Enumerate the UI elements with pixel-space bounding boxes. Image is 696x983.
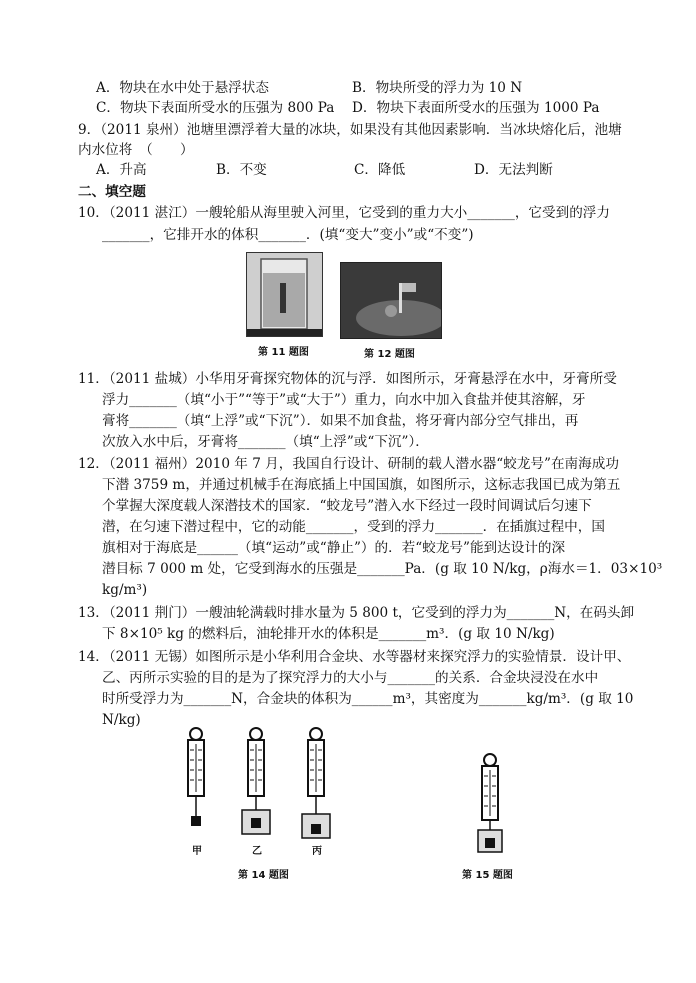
q10-line-1: 10．（2011 湛江）一艘轮船从海里驶入河里，它受到的重力大小_______，它受到的浮力 — [78, 205, 610, 221]
q12-line-1: 12．（2011 福州）2010 年 7 月，我国自行设计、研制的载人潜水器“蛟龙号”在南海成功 — [78, 456, 619, 472]
q9-option-a: A．升高 — [96, 162, 147, 178]
q12-line-3: 个掌握大深度载人深潜技术的国家．“蛟龙号”潜入水下经过一段时间调试后匀速下 — [102, 498, 592, 514]
figure-12-photo — [340, 262, 442, 339]
q14-line-3: 时所受浮力为_______N，合金块的体积为______m³，其密度为_______kg/m³．(g 取 10 — [102, 691, 634, 707]
q12-line-7: kg/m³) — [102, 582, 148, 598]
figure-15-spring-scale — [470, 752, 510, 856]
q8-option-c: C．物块下表面所受水的压强为 800 Pa — [96, 100, 335, 116]
q12-line-2: 下潜 3759 m，并通过机械手在海底插上中国国旗，如图所示，这标志我国已成为第五 — [102, 477, 621, 493]
q12-line-6: 潜目标 7 000 m 处，它受到海水的压强是_______Pa．(g 取 10 N/kg，ρ海水＝1．03×10³ — [102, 561, 663, 577]
section-heading-fill-blank: 二、填空题 — [78, 184, 146, 200]
q11-line-3: 膏将_______（填“上浮”或“下沉”）．如果不加食盐，将牙膏内部分空气排出，再 — [102, 413, 579, 429]
q14-line-4: N/kg) — [102, 712, 141, 728]
q8-option-a: A．物块在水中处于悬浮状态 — [96, 80, 269, 96]
q12-line-5: 旗相对于海底是______（填“运动”或“静止”）的．若“蛟龙号”能到达设计的深 — [102, 540, 566, 556]
figure-14-label-jia: 甲 — [192, 846, 202, 857]
figure-15-caption: 第 15 题图 — [462, 870, 513, 881]
figure-14-spring-scales — [176, 724, 346, 854]
q14-line-1: 14．（2011 无锡）如图所示是小华利用合金块、水等器材来探究浮力的实验情景．设计甲、 — [78, 649, 631, 665]
q12-line-4: 潜，在匀速下潜过程中，它的动能_______，受到的浮力_______．在插旗过程中，国 — [102, 519, 605, 535]
q8-option-d: D．物块下表面所受水的压强为 1000 Pa — [352, 100, 600, 116]
q11-line-1: 11．（2011 盐城）小华用牙膏探究物体的沉与浮．如图所示，牙膏悬浮在水中，牙膏所受 — [78, 371, 617, 387]
figure-14-label-bing: 丙 — [312, 846, 322, 857]
q11-line-4: 次放入水中后，牙膏将_______（填“上浮”或“下沉”）． — [102, 434, 429, 450]
q9-option-c: C．降低 — [354, 162, 406, 178]
q11-line-2: 浮力_______（填“小于”“等于”或“大于”）重力，向水中加入食盐并使其溶解，牙 — [102, 392, 586, 408]
q13-line-1: 13．（2011 荆门）一艘油轮满载时排水量为 5 800 t，它受到的浮力为_______N，在码头卸 — [78, 605, 635, 621]
figure-11-caption: 第 11 题图 — [258, 347, 309, 358]
q14-line-2: 乙、丙所示实验的目的是为了探究浮力的大小与_______的关系．合金块浸没在水中 — [102, 670, 599, 686]
figure-12-caption: 第 12 题图 — [364, 349, 415, 360]
q13-line-2: 下 8×10⁵ kg 的燃料后，油轮排开水的体积是_______m³．(g 取 10 N/kg) — [102, 626, 555, 642]
q8-option-b: B．物块所受的浮力为 10 N — [352, 80, 523, 96]
q10-line-2: _______，它排开水的体积_______．(填“变大”变小”或“不变”) — [102, 227, 474, 243]
q9-line-2: 内水位将 （ ） — [78, 142, 194, 158]
q9-option-b: B．不变 — [216, 162, 267, 178]
figure-14-caption: 第 14 题图 — [238, 870, 289, 881]
figure-11-photo — [246, 252, 323, 337]
figure-14-label-yi: 乙 — [252, 846, 262, 857]
q9-line-1: 9．（2011 泉州）池塘里漂浮着大量的冰块，如果没有其他因素影响．当冰块熔化后，池塘 — [78, 122, 622, 138]
q9-option-d: D．无法判断 — [474, 162, 553, 178]
